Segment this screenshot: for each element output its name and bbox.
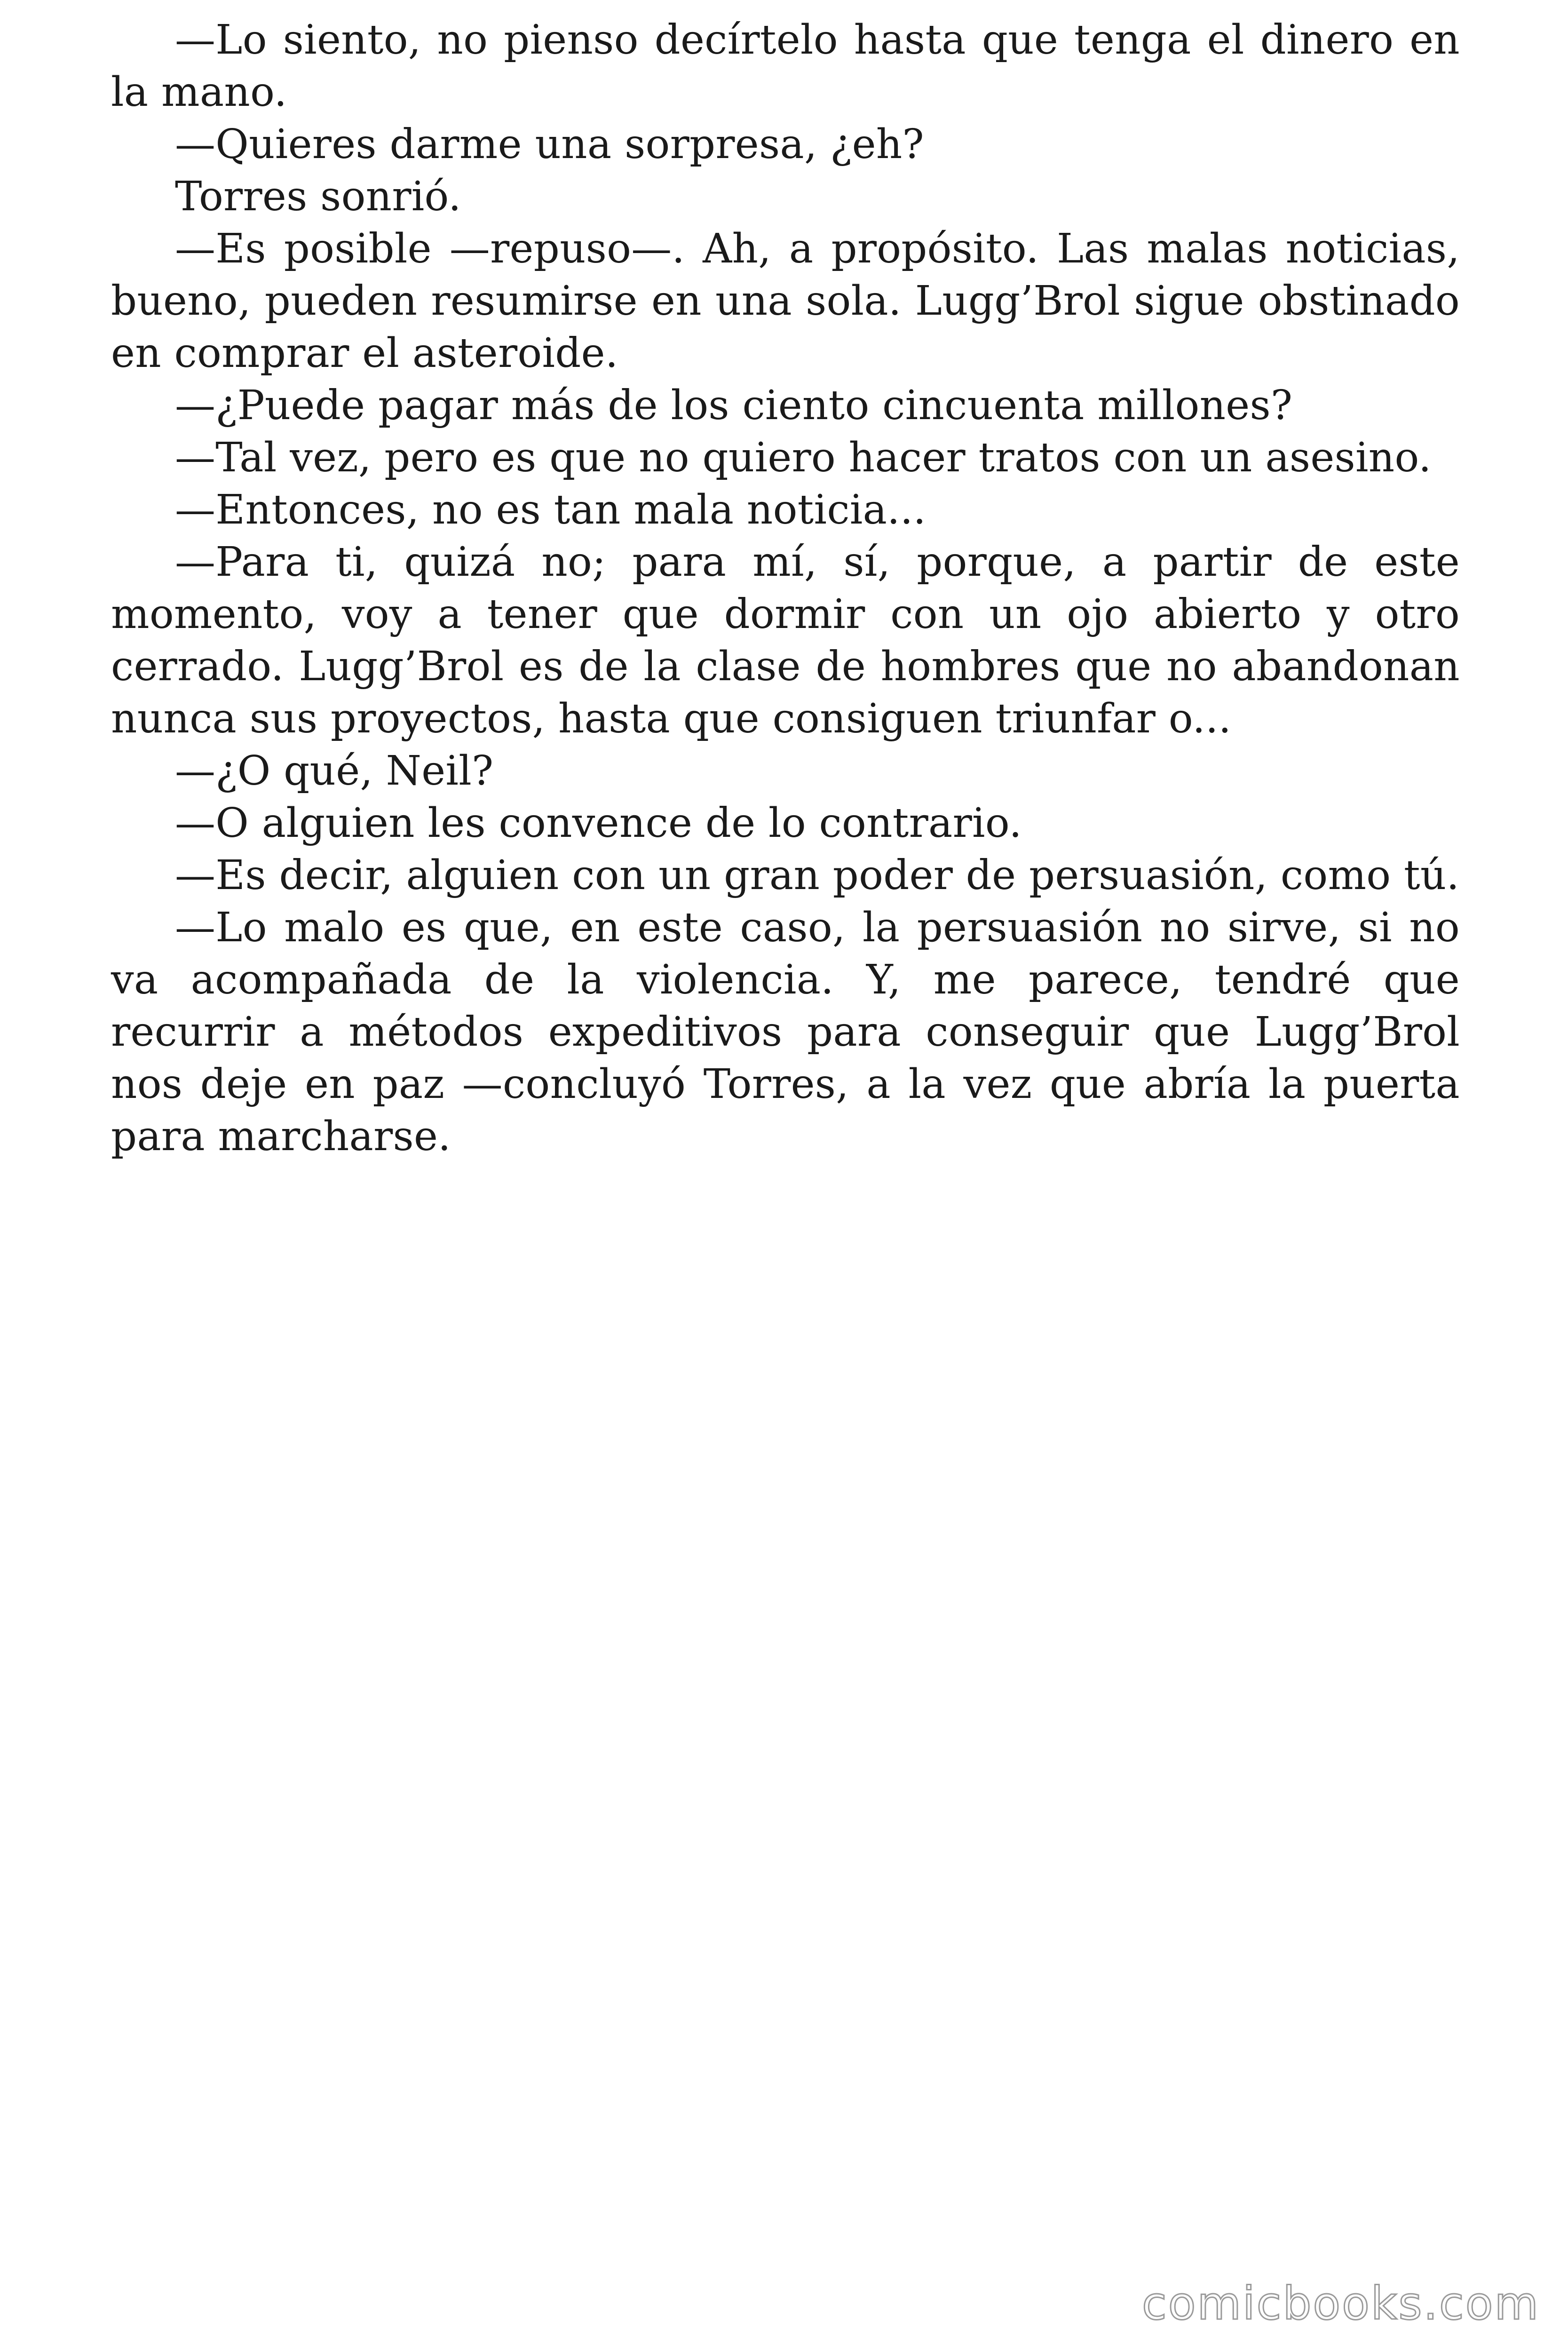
paragraph: —Entonces, no es tan mala noticia...: [175, 486, 927, 533]
paragraph: —Tal vez, pero es que no quiero hacer tratos con un asesino.: [175, 434, 1432, 481]
paragraph: —Es posible —repuso—. Ah, a propósito. Las malas noticias, bueno, pueden resumirse en una sola. Lugg’Brol sigue obstinado en comprar el asteroide.: [111, 225, 1460, 377]
paragraph: —Quieres darme una sorpresa, ¿eh?: [175, 121, 924, 168]
paragraph: Torres sonrió.: [175, 173, 461, 220]
paragraph: —Lo malo es que, en este caso, la persuasión no sirve, si no va acompañada de la violencia. Y, me parece, tendré que recurrir a métodos expeditivos para conseguir que Lugg’Brol nos deje en paz —concluyó Torres, a la vez que abría la puerta para marcharse.: [111, 904, 1460, 1160]
paragraph: —Es decir, alguien con un gran poder de persuasión, como tú.: [175, 852, 1460, 899]
paragraph: —¿O qué, Neil?: [175, 747, 494, 795]
watermark: comicbooks.com: [1141, 2277, 1540, 2330]
paragraph: —¿Puede pagar más de los ciento cincuenta millones?: [175, 382, 1293, 429]
paragraph: —Lo siento, no pienso decírtelo hasta que tenga el dinero en la mano.: [111, 16, 1460, 116]
body-text: [111, 14, 1460, 1163]
paragraph: —Para ti, quizá no; para mí, sí, porque, a partir de este momento, voy a tener que dormir con un ojo abierto y otro cerrado. Lugg’Brol es de la clase de hombres que no abandonan nunca sus proyectos, hasta que consiguen triunfar o...: [111, 539, 1460, 742]
paragraph: —O alguien les convence de lo contrario.: [175, 800, 1022, 847]
